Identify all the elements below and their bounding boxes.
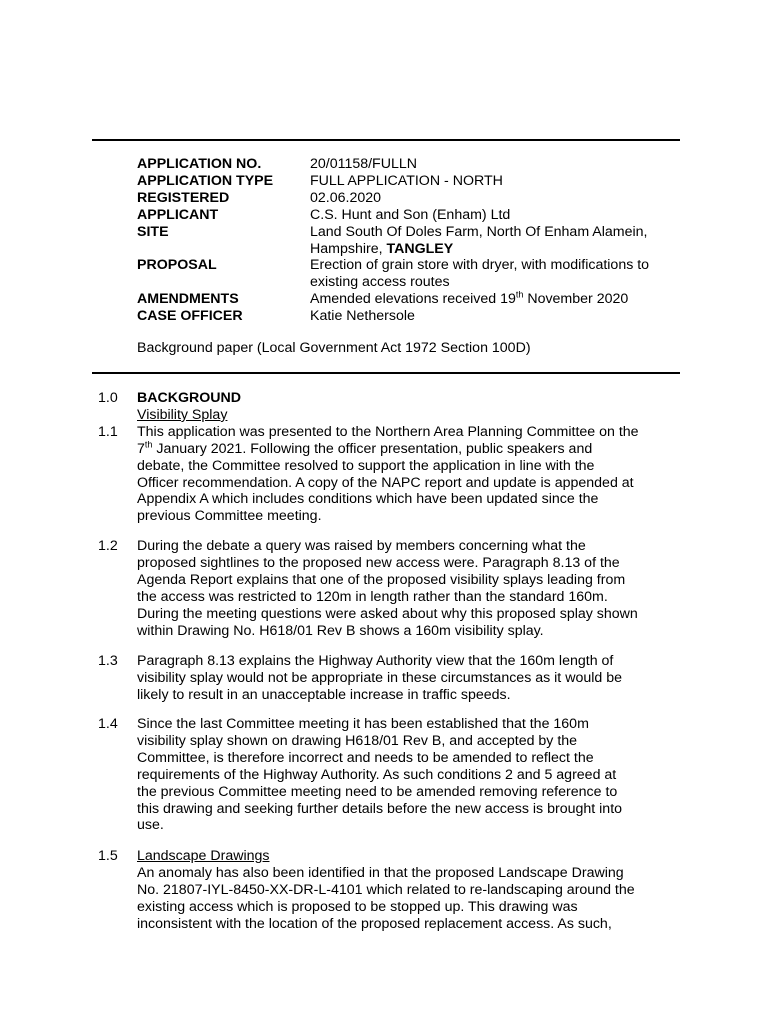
header-value: FULL APPLICATION - NORTH [310, 172, 503, 189]
site-value [310, 224, 697, 258]
paragraph-line: this drawing and seeking further details before the new access is brought into [137, 800, 623, 817]
paragraph-line: previous Committee meeting. [137, 508, 322, 525]
paragraph-1-4 [98, 716, 698, 834]
paragraph-line: This application was presented to the Northern Area Planning Committee on the [137, 423, 639, 440]
section-subtitle: Visibility Splay [137, 406, 228, 423]
application-header [137, 156, 697, 325]
site-parish: TANGLEY [386, 240, 454, 257]
paragraph-text [137, 538, 698, 639]
paragraph-subtitle: Landscape Drawings [137, 848, 270, 864]
paragraph-number: 1.3 [98, 653, 118, 669]
site-line-1: Land South Of Doles Farm, North Of Enham Alamein, [310, 223, 648, 240]
proposal-value [310, 257, 697, 291]
section-background [98, 390, 698, 525]
header-row-site [137, 224, 697, 258]
paragraph-1-1 [98, 424, 698, 525]
paragraph-line: During the debate a query was raised by members concerning what the [137, 538, 586, 554]
amendments-text-end: November 2020 [523, 291, 629, 308]
header-row [137, 190, 697, 207]
paragraph-line: Committee, is therefore incorrect and needs to be amended to reflect the [137, 749, 594, 766]
paragraph-line: Agenda Report explains that one of the proposed visibility splays leading from [137, 571, 626, 588]
proposal-line-2: existing access routes [310, 274, 450, 291]
amendments-sup: th [515, 289, 524, 300]
paragraph-line: 7 [137, 440, 145, 457]
paragraph-line: Since the last Committee meeting it has been established that the 160m [137, 716, 589, 732]
paragraph-text [137, 424, 698, 525]
site-label: SITE [137, 223, 169, 240]
header-value: C.S. Hunt and Son (Enham) Ltd [310, 206, 511, 223]
header-label: APPLICATION TYPE [137, 172, 274, 189]
amendments-value [310, 291, 697, 308]
proposal-label: PROPOSAL [137, 257, 217, 274]
section-number: 1.0 [98, 390, 118, 406]
header-value: 20/01158/FULLN [310, 156, 418, 172]
amendments-text: Amended elevations received 19 [310, 291, 516, 308]
paragraph-line: requirements of the Highway Authority. As such conditions 2 and 5 agreed at [137, 766, 617, 783]
section-heading [98, 390, 698, 424]
header-row [137, 156, 697, 173]
header-row [137, 173, 697, 190]
bottom-rule [92, 372, 680, 374]
header-row-amendments [137, 291, 697, 308]
paragraph-number: 1.1 [98, 423, 118, 440]
paragraph-number: 1.5 [98, 848, 118, 864]
paragraph-line: January 2021. Following the officer presentation, public speakers and [152, 440, 593, 457]
paragraph-line: Officer recommendation. A copy of the NAPC report and update is appended at [137, 474, 634, 491]
paragraph-line: debate, the Committee resolved to support the application in line with the [137, 457, 595, 474]
paragraph-line: No. 21807-IYL-8450-XX-DR-L-4101 which related to re-landscaping around the [137, 881, 635, 898]
header-label: REGISTERED [137, 189, 230, 206]
paragraph-1-5 [98, 848, 698, 933]
background-paper: Background paper (Local Government Act 1972 Section 100D) [137, 340, 531, 356]
paragraph-line: visibility splay would not be appropriate in these circumstances as it would be [137, 669, 622, 686]
site-line-2: Hampshire, [310, 240, 387, 257]
ordinal-sup: th [144, 438, 153, 449]
paragraph-text [137, 716, 698, 834]
paragraph-line: use. [137, 817, 164, 834]
top-rule [92, 139, 680, 141]
paragraph-1-2 [98, 538, 698, 639]
paragraph-line: inconsistent with the location of the proposed replacement access. As such, [137, 915, 612, 932]
officer-label: CASE OFFICER [137, 308, 243, 325]
header-label: APPLICANT [137, 206, 219, 223]
paragraph-text [137, 848, 698, 933]
header-label: APPLICATION NO. [137, 156, 262, 172]
paragraph-line: likely to result in an unacceptable increase in traffic speeds. [137, 686, 511, 703]
amendments-label: AMENDMENTS [137, 291, 239, 308]
paragraph-line: within Drawing No. H618/01 Rev B shows a 160m visibility splay. [137, 622, 544, 639]
header-value: 02.06.2020 [310, 189, 382, 206]
header-row [137, 207, 697, 224]
paragraph-line: During the meeting questions were asked about why this proposed splay shown [137, 605, 638, 622]
paragraph-1-3 [98, 653, 698, 704]
paragraph-text [137, 653, 698, 704]
paragraph-line: An anomaly has also been identified in that the proposed Landscape Drawing [137, 864, 624, 881]
paragraph-line: proposed sightlines to the proposed new access were. Paragraph 8.13 of the [137, 554, 620, 571]
paragraph-line: visibility splay shown on drawing H618/01 Rev B, and accepted by the [137, 732, 578, 749]
section-title: BACKGROUND [137, 390, 242, 406]
paragraph-number: 1.2 [98, 538, 118, 554]
paragraph-line: the access was restricted to 120m in length rather than the standard 160m. [137, 588, 608, 605]
paragraph-line: existing access which is proposed to be stopped up. This drawing was [137, 898, 578, 915]
header-row-officer [137, 308, 697, 325]
paragraph-line: the previous Committee meeting need to be amended removing reference to [137, 783, 618, 800]
paragraph-line: Paragraph 8.13 explains the Highway Authority view that the 160m length of [137, 653, 614, 669]
header-row-proposal [137, 257, 697, 291]
proposal-line-1: Erection of grain store with dryer, with modifications to [310, 257, 650, 274]
officer-value: Katie Nethersole [310, 308, 415, 325]
paragraph-number: 1.4 [98, 716, 118, 732]
paragraph-line: Appendix A which includes conditions which have been updated since the [137, 491, 599, 508]
